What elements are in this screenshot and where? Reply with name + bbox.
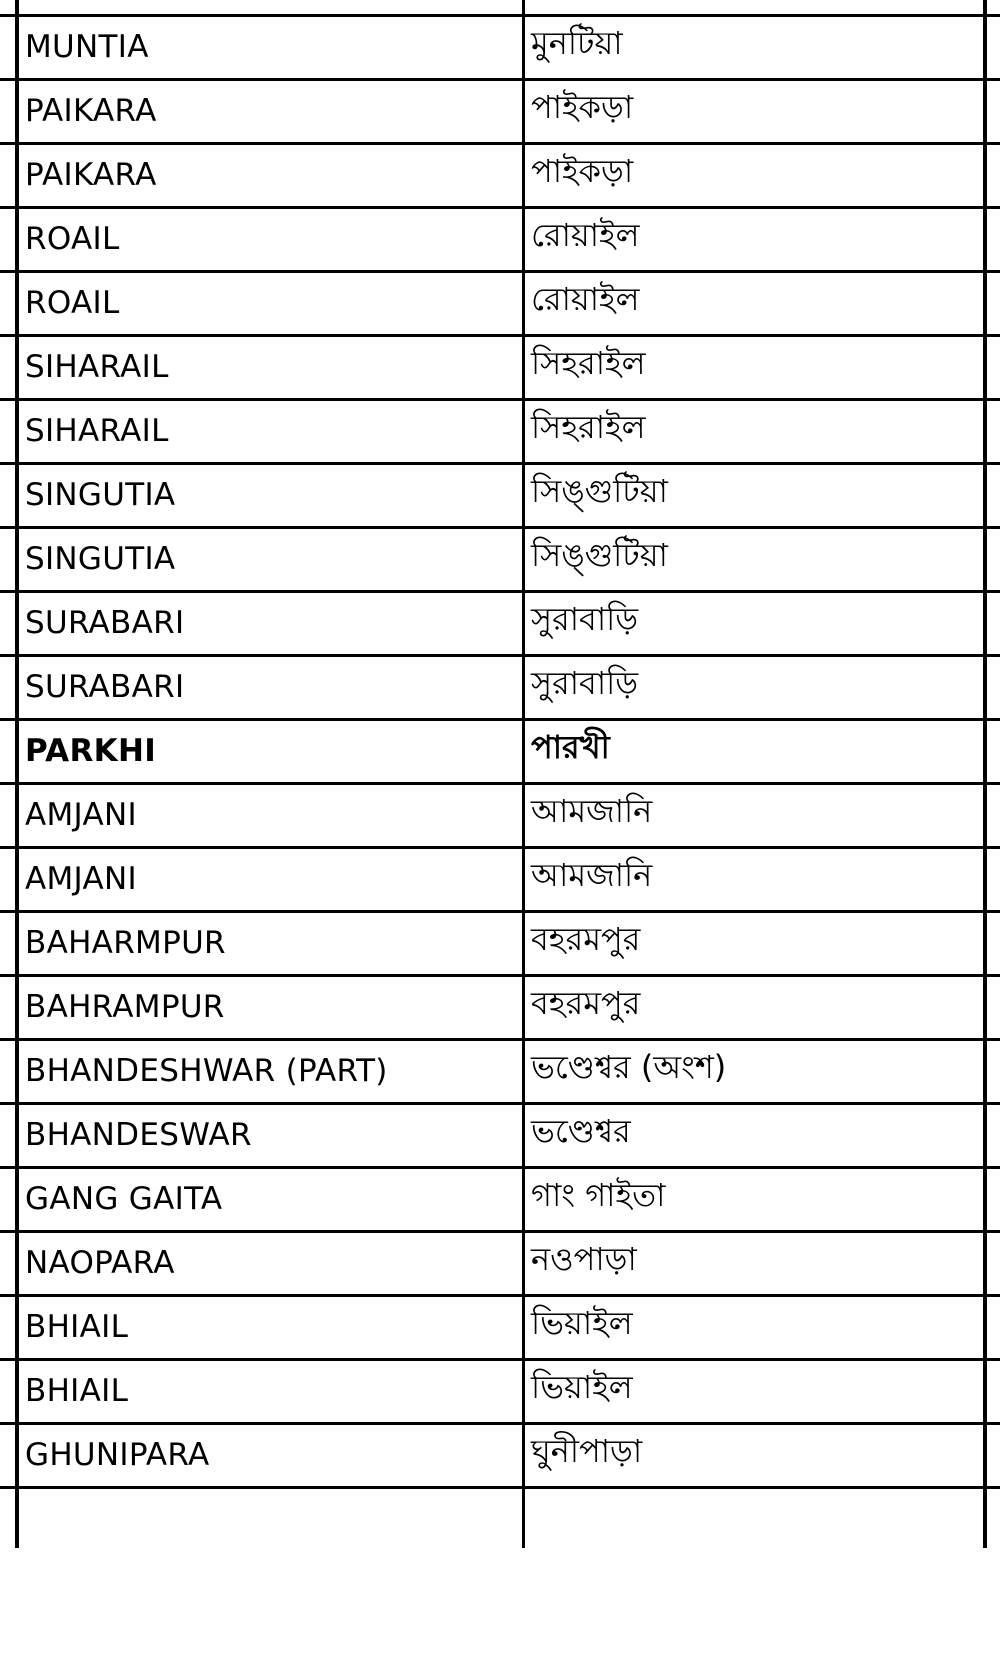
- bengali-name-cell: গাং গাইতা: [531, 1176, 666, 1214]
- bengali-name-cell: ঘুনীপাড়া: [531, 1432, 643, 1470]
- bengali-name-cell: আমজানি: [531, 792, 653, 830]
- table-top-edge: [0, 0, 1000, 14]
- bengali-name-cell: পারখী: [531, 728, 610, 766]
- table-row: [0, 334, 1000, 398]
- table-row: [0, 14, 1000, 78]
- english-name-cell: ROAIL: [25, 285, 120, 321]
- table-right-border: [983, 0, 987, 1548]
- bengali-name-cell: পাইকড়া: [531, 152, 634, 190]
- table-row: [0, 718, 1000, 782]
- english-name-cell: GHUNIPARA: [25, 1437, 210, 1473]
- english-name-cell: ROAIL: [25, 221, 120, 257]
- english-name-cell: AMJANI: [25, 861, 137, 897]
- table-row: [0, 590, 1000, 654]
- bengali-name-cell: সিহরাইল: [531, 344, 646, 382]
- table-row: [0, 974, 1000, 1038]
- bengali-name-cell: ভিয়াইল: [531, 1304, 633, 1342]
- table-row: [0, 462, 1000, 526]
- table-row: [0, 1358, 1000, 1422]
- english-name-cell: SURABARI: [25, 605, 185, 641]
- english-name-cell: BHIAIL: [25, 1309, 129, 1345]
- table-row: [0, 1038, 1000, 1102]
- english-name-cell: BHANDESHWAR (PART): [25, 1053, 388, 1089]
- bengali-name-cell: বহরমপুর: [531, 984, 641, 1022]
- table-row: [0, 78, 1000, 142]
- table-row: [0, 654, 1000, 718]
- english-name-cell: MUNTIA: [25, 29, 149, 65]
- english-name-cell: SIHARAIL: [25, 349, 169, 385]
- bengali-name-cell: সিঙ্গুটিয়া: [531, 472, 668, 510]
- table-row: [0, 1422, 1000, 1489]
- bengali-name-cell: ভণ্ডেশ্বর: [531, 1112, 631, 1150]
- bengali-name-cell: সিঙ্গুটিয়া: [531, 536, 668, 574]
- table-row: [0, 398, 1000, 462]
- bengali-name-cell: রোয়াইল: [531, 280, 640, 318]
- bengali-name-cell: রোয়াইল: [531, 216, 640, 254]
- bengali-name-cell: সুরাবাড়ি: [531, 600, 639, 638]
- english-name-cell: PARKHI: [25, 733, 157, 769]
- bengali-name-cell: আমজানি: [531, 856, 653, 894]
- bengali-name-cell: বহরমপুর: [531, 920, 641, 958]
- english-name-cell: SIHARAIL: [25, 413, 169, 449]
- table-row: [0, 270, 1000, 334]
- bengali-name-cell: ভিয়াইল: [531, 1368, 633, 1406]
- table-row: [0, 1230, 1000, 1294]
- table-row: [0, 526, 1000, 590]
- bengali-name-cell: নওপাড়া: [531, 1240, 637, 1278]
- table-row: [0, 910, 1000, 974]
- table-row: [0, 1166, 1000, 1230]
- english-name-cell: SURABARI: [25, 669, 185, 705]
- bengali-name-cell: ভণ্ডেশ্বর (অংশ): [531, 1048, 727, 1086]
- english-name-cell: SINGUTIA: [25, 477, 176, 513]
- english-name-cell: SINGUTIA: [25, 541, 176, 577]
- english-name-cell: BAHRAMPUR: [25, 989, 225, 1025]
- table-row: [0, 846, 1000, 910]
- bengali-name-cell: সুরাবাড়ি: [531, 664, 639, 702]
- table-left-border: [15, 0, 19, 1548]
- bengali-name-cell: মুনটিয়া: [531, 24, 623, 62]
- english-name-cell: AMJANI: [25, 797, 137, 833]
- table-row: [0, 206, 1000, 270]
- english-name-cell: BHANDESWAR: [25, 1117, 252, 1153]
- english-name-cell: GANG GAITA: [25, 1181, 223, 1217]
- bengali-name-cell: সিহরাইল: [531, 408, 646, 446]
- table-row: [0, 782, 1000, 846]
- english-name-cell: PAIKARA: [25, 93, 157, 129]
- table-row: [0, 1294, 1000, 1358]
- table-row: [0, 142, 1000, 206]
- table-row: [0, 1102, 1000, 1166]
- english-name-cell: NAOPARA: [25, 1245, 175, 1281]
- table-column-divider: [522, 0, 525, 1548]
- english-name-cell: BHIAIL: [25, 1373, 129, 1409]
- english-name-cell: BAHARMPUR: [25, 925, 226, 961]
- english-name-cell: PAIKARA: [25, 157, 157, 193]
- bengali-name-cell: পাইকড়া: [531, 88, 634, 126]
